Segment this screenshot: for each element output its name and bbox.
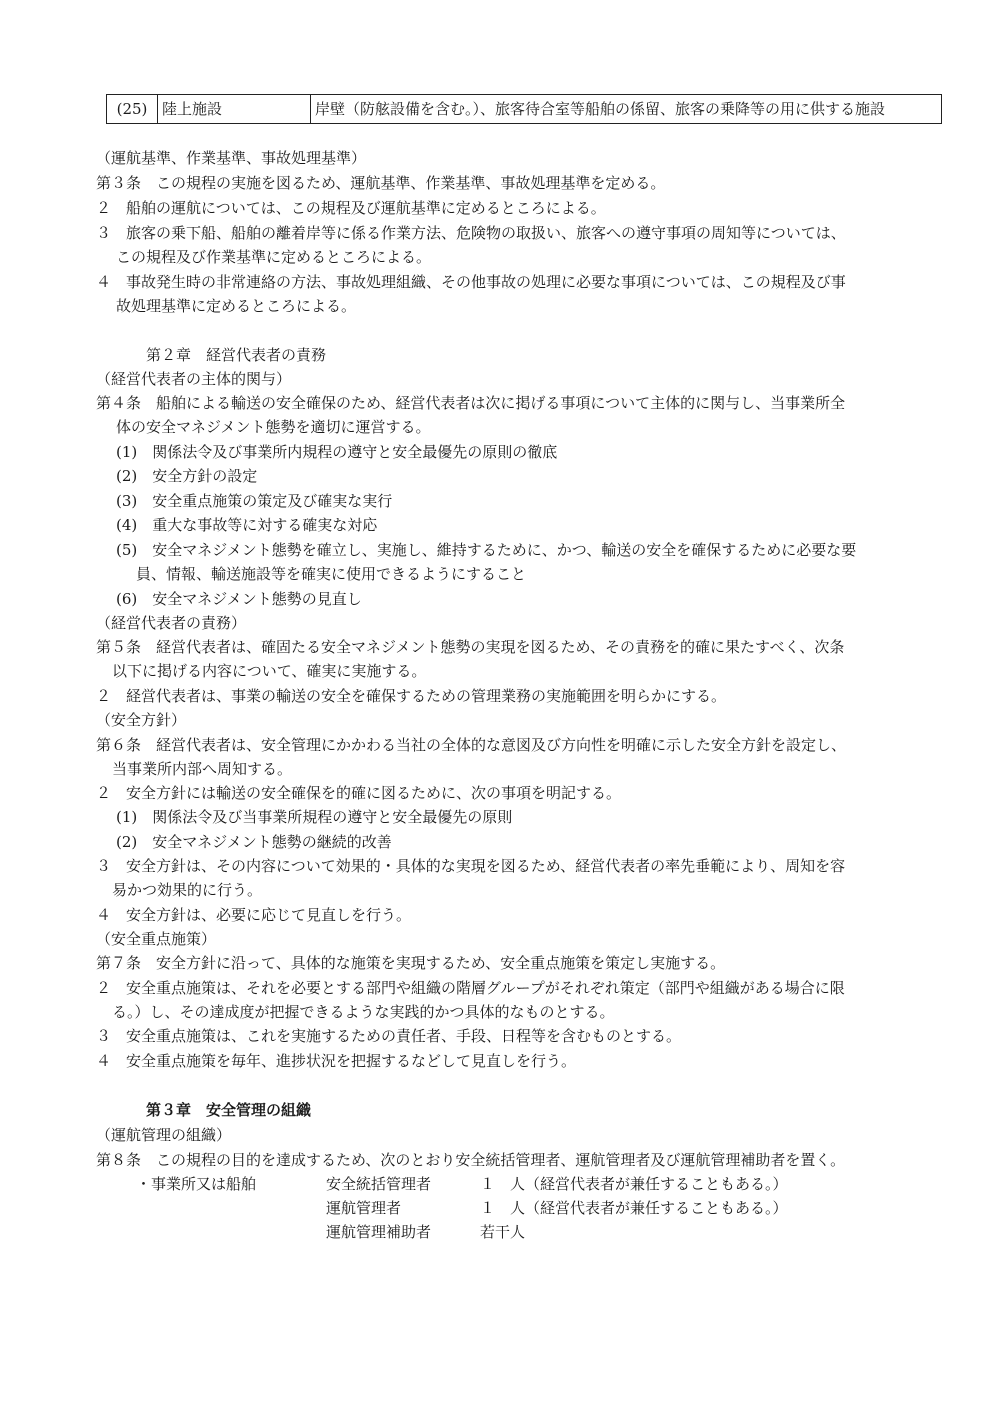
list-item: (5) 安全マネジメント態勢を確立し、実施し、維持するために、かつ、輸送の安全を確保するために必要な要 — [116, 541, 857, 559]
article-heading: （運航基準、作業基準、事故処理基準） — [96, 149, 367, 167]
paragraph-text: ２ 安全重点施策は、それを必要とする部門や組織の階層グループがそれぞれ策定（部門や組織がある場合に限 — [96, 979, 845, 997]
article-text: 第４条 船舶による輸送の安全確保のため、経営代表者は次に掲げる事項について主体的に関与し、当事業所全 — [96, 394, 846, 412]
article-text: 第６条 経営代表者は、安全管理にかかわる当社の全体的な意図及び方向性を明確に示した安全方針を設定し、 — [96, 736, 847, 754]
list-item: (6) 安全マネジメント態勢の見直し — [116, 590, 362, 608]
org-role-title: 運航管理補助者 — [326, 1223, 432, 1241]
list-item: (4) 重大な事故等に対する確実な対応 — [116, 516, 378, 534]
article-text: 当事業所内部へ周知する。 — [112, 760, 293, 778]
org-role-title: 運航管理者 — [326, 1199, 402, 1217]
org-role-count: １ 人（経営代表者が兼任することもある。） — [480, 1199, 788, 1217]
article-text: 体の安全マネジメント態勢を適切に運営する。 — [116, 418, 431, 436]
list-item: (2) 安全マネジメント態勢の継続的改善 — [116, 833, 392, 851]
chapter-title: 第２章 経営代表者の責務 — [146, 346, 327, 364]
org-role-count: 若干人 — [480, 1223, 526, 1241]
paragraph-text: ４ 安全方針は、必要に応じて見直しを行う。 — [96, 906, 412, 924]
paragraph-text: 易かつ効果的に行う。 — [112, 881, 263, 899]
list-item: (3) 安全重点施策の策定及び確実な実行 — [116, 492, 393, 510]
article-text: 第３条 この規程の実施を図るため、運航基準、作業基準、事故処理基準を定める。 — [96, 174, 666, 192]
paragraph-text: ２ 船舶の運航については、この規程及び運航基準に定めるところによる。 — [96, 199, 606, 217]
list-item: (2) 安全方針の設定 — [116, 467, 258, 485]
paragraph-text: この規程及び作業基準に定めるところによる。 — [116, 248, 432, 266]
list-item: (1) 関係法令及び事業所内規程の遵守と安全最優先の原則の徹底 — [116, 443, 558, 461]
paragraph-text: ４ 事故発生時の非常連絡の方法、事故処理組織、その他事故の処理に必要な事項については、この規程及び事 — [96, 273, 846, 291]
paragraph-text: ４ 安全重点施策を毎年、進捗状況を把握するなどして見直しを行う。 — [96, 1052, 577, 1070]
article-text: 第５条 経営代表者は、確固たる安全マネジメント態勢の実現を図るため、その責務を的確に果たすべく、次条 — [96, 638, 845, 656]
term-cell: 陸上施設 — [158, 95, 311, 124]
article-heading: （経営代表者の主体的関与） — [96, 370, 292, 388]
definition-cell: 岸壁（防舷設備を含む。）、旅客待合室等船舶の係留、旅客の乗降等の用に供する施設 — [311, 95, 942, 124]
org-role-count: １ 人（経営代表者が兼任することもある。） — [480, 1175, 788, 1193]
list-item: (1) 関係法令及び当事業所規程の遵守と安全最優先の原則 — [116, 808, 513, 826]
paragraph-text: ２ 経営代表者は、事業の輸送の安全を確保するための管理業務の実施範囲を明らかにする。 — [96, 687, 727, 705]
paragraph-text: ２ 安全方針には輸送の安全確保を的確に図るために、次の事項を明記する。 — [96, 784, 622, 802]
article-text: 第７条 安全方針に沿って、具体的な施策を実現するため、安全重点施策を策定し実施する。 — [96, 954, 726, 972]
paragraph-text: る。）し、その達成度が把握できるような実践的かつ具体的なものとする。 — [112, 1003, 615, 1021]
paragraph-text: ３ 安全重点施策は、これを実施するための責任者、手段、日程等を含むものとする。 — [96, 1027, 682, 1045]
article-heading: （経営代表者の責務） — [96, 614, 247, 632]
article-text: 第８条 この規程の目的を達成するため、次のとおり安全統括管理者、運航管理者及び運航管理補助者を置く。 — [96, 1151, 846, 1169]
org-location: ・事業所又は船舶 — [136, 1175, 257, 1193]
item-number: (25) — [107, 95, 158, 124]
article-text: 以下に掲げる内容について、確実に実施する。 — [112, 662, 427, 680]
article-heading: （安全重点施策） — [96, 930, 217, 948]
article-heading: （安全方針） — [96, 711, 187, 729]
paragraph-text: 故処理基準に定めるところによる。 — [116, 297, 357, 315]
chapter-title: 第３章 安全管理の組織 — [146, 1101, 312, 1119]
definition-table — [106, 94, 942, 124]
org-role-title: 安全統括管理者 — [326, 1175, 432, 1193]
paragraph-text: ３ 旅客の乗下船、船舶の離着岸等に係る作業方法、危険物の取扱い、旅客への遵守事項の周知等については、 — [96, 224, 846, 242]
list-item: 員、情報、輸送施設等を確実に使用できるようにすること — [136, 565, 527, 583]
paragraph-text: ３ 安全方針は、その内容について効果的・具体的な実現を図るため、経営代表者の率先垂範により、周知を容 — [96, 857, 846, 875]
table-row — [107, 95, 942, 124]
article-heading: （運航管理の組織） — [96, 1126, 232, 1144]
